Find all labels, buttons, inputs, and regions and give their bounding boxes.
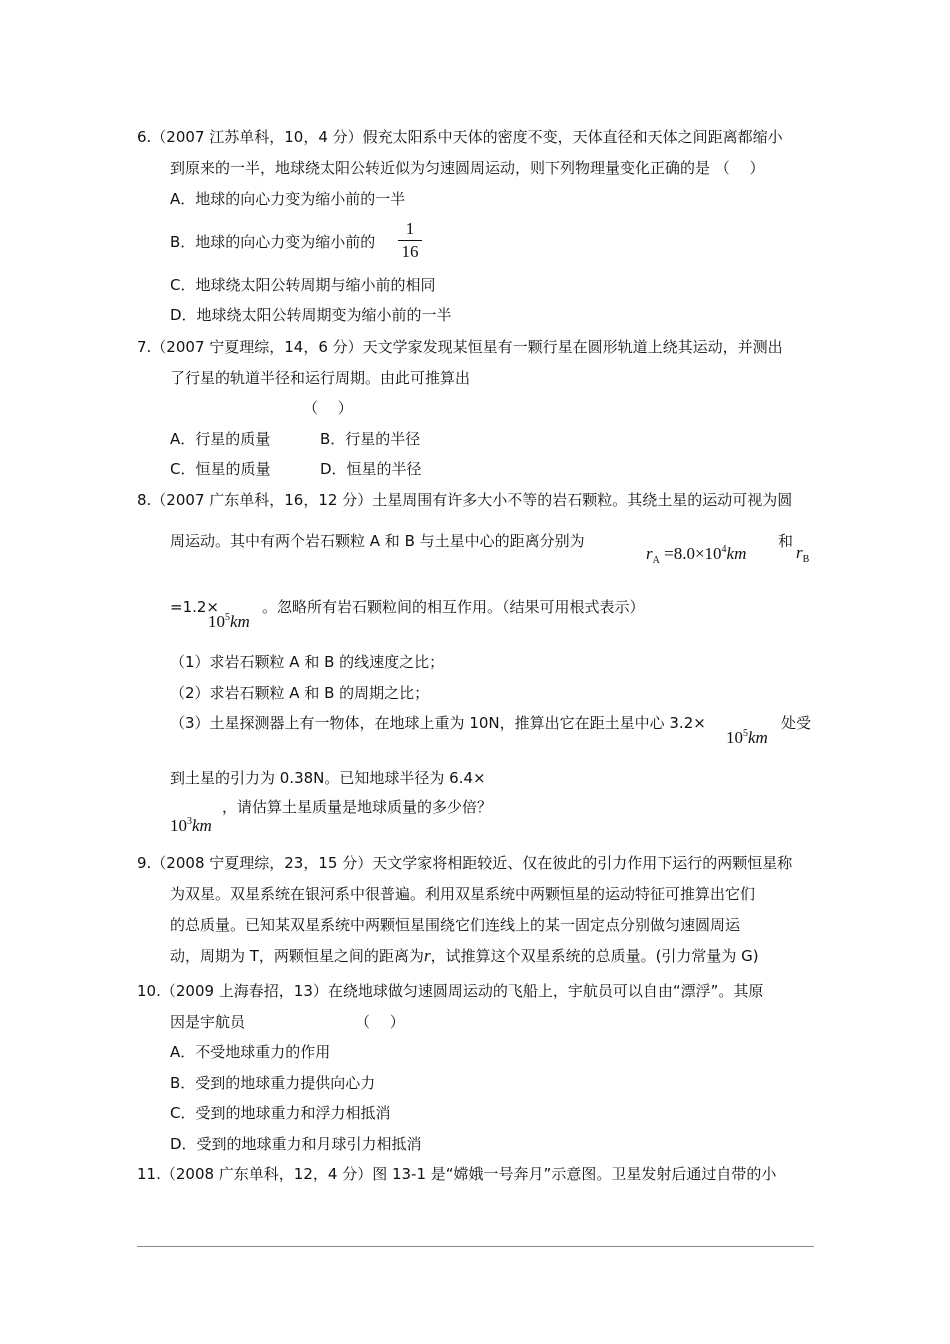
var-r: r	[423, 946, 431, 965]
q7-option-d: D．恒星的半径	[320, 460, 422, 478]
fraction-numerator: 1	[405, 219, 415, 238]
q8-rb-power	[208, 608, 250, 632]
q8-sub-3-power	[726, 724, 768, 748]
rb-exponent: 5	[225, 612, 230, 623]
q6-option-c: C．地球绕太阳公转周期与缩小前的相同	[170, 276, 436, 294]
sub3-exponent: 5	[743, 728, 748, 739]
q9-line-4	[170, 946, 759, 966]
earth-exponent: 3	[187, 816, 192, 827]
q8-sub-2: （2）求岩石颗粒 A 和 B 的周期之比；	[170, 684, 430, 702]
sub3-unit: km	[748, 728, 768, 747]
q7-option-b: B．行星的半径	[320, 430, 421, 448]
rb-unit: km	[230, 612, 250, 631]
q9-line-1: 9.（2008 宁夏理综，23，15 分）天文学家将相距较近、仅在彼此的引力作用下运行的两颗恒星称	[137, 854, 793, 872]
q10-answer-bracket: （ ）	[355, 1013, 405, 1031]
q8-ra-formula	[646, 540, 746, 571]
q10-option-b: B．受到的地球重力提供向心力	[170, 1074, 376, 1092]
q7-option-c: C．恒星的质量	[170, 460, 271, 478]
ra-exponent: 4	[721, 544, 727, 555]
q8-earth-radius-power	[170, 812, 212, 836]
q8-sub-3-end: 处受	[781, 714, 812, 732]
q8-sub-1: （1）求岩石颗粒 A 和 B 的线速度之比；	[170, 653, 445, 671]
q7-answer-bracket: （ ）	[303, 399, 353, 417]
var-r: r	[796, 543, 803, 562]
q9-line-2: 为双星。双星系统在银河系中很普遍。利用双星系统中两颗恒星的运动特征可推算出它们	[170, 885, 756, 903]
ra-value: =8.0×10	[664, 544, 722, 563]
q10-option-d: D．受到的地球重力和月球引力相抵消	[170, 1135, 422, 1153]
q6-option-d: D．地球绕太阳公转周期变为缩小前的一半	[170, 306, 452, 324]
q10-line-2: 因是宇航员	[170, 1013, 246, 1031]
q9-line-4-start: 动，周期为 T，两颗恒星之间的距离为	[170, 947, 424, 965]
earth-unit: km	[192, 816, 212, 835]
q7-option-a: A．行星的质量	[170, 430, 271, 448]
q8-line-1: 8.（2007 广东单科，16，12 分）土星周围有许多大小不等的岩石颗粒。其绕土星的运动可视为圆	[137, 491, 793, 509]
q6-option-a: A．地球的向心力变为缩小前的一半	[170, 190, 406, 208]
sub-b: B	[802, 554, 810, 565]
q8-line-3: 。忽略所有岩石颗粒间的相互作用。（结果可用根式表示）	[262, 598, 645, 616]
ten: 10	[208, 612, 225, 631]
ten: 10	[726, 728, 743, 747]
q8-last-line: ，请估算土星质量是地球质量的多少倍？	[222, 798, 493, 816]
q9-line-4-end: ，试推算这个双星系统的总质量。(引力常量为 G)	[430, 947, 759, 965]
q6-line-1: 6.（2007 江苏单科，10，4 分）假充太阳系中天体的密度不变，天体直径和天体之间距离都缩小	[137, 128, 783, 146]
q8-gravity-line: 到土星的引力为 0.38N。已知地球半径为 6.4×	[170, 769, 486, 787]
sub-a: A	[652, 555, 660, 566]
q10-option-a: A．不受地球重力的作用	[170, 1043, 331, 1061]
q10-option-c: C．受到的地球重力和浮力相抵消	[170, 1104, 391, 1122]
var-r: r	[646, 544, 653, 563]
ten: 10	[170, 816, 187, 835]
q8-rb-symbol	[796, 543, 809, 570]
ra-unit: km	[726, 544, 747, 563]
fraction-denominator: 16	[401, 242, 419, 261]
q9-line-3: 的总质量。已知某双星系统中两颗恒星围绕它们连线上的某一固定点分别做匀速圆周运	[170, 916, 741, 934]
q6-option-b-fraction	[398, 219, 422, 262]
q8-line-2: 周运动。其中有两个岩石颗粒 A 和 B 与土星中心的距离分别为	[170, 532, 585, 550]
fraction-bar	[398, 240, 422, 241]
footer-divider	[137, 1246, 814, 1247]
q8-and: 和	[778, 532, 794, 550]
q8-sub-3: （3）土星探测器上有一物体，在地球上重为 10N，推算出它在距土星中心 3.2×	[170, 714, 706, 732]
q7-line-1: 7.（2007 宁夏理综，14，6 分）天文学家发现某恒星有一颗行星在圆形轨道上绕其运动，并测出	[137, 338, 783, 356]
q6-option-b: B．地球的向心力变为缩小前的	[170, 233, 376, 251]
q11-line-1: 11.（2008 广东单科，12，4 分）图 13-1 是“嫦娥一号奔月”示意图。卫星发射后通过自带的小	[137, 1165, 777, 1183]
q6-line-2: 到原来的一半，地球绕太阳公转近似为匀速圆周运动，则下列物理量变化正确的是 （ ）	[170, 159, 765, 177]
q10-line-1: 10.（2009 上海春招，13）在绕地球做匀速圆周运动的飞船上，宇航员可以自由“漂浮”。其原	[137, 982, 764, 1000]
q7-line-2: 了行星的轨道半径和运行周期。由此可推算出	[170, 369, 471, 387]
q8-rb-prefix: =1.2×	[170, 598, 219, 616]
